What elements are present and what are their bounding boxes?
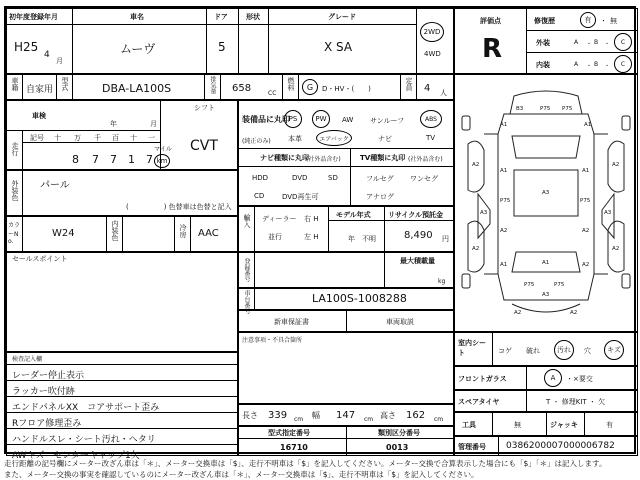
- model-name: ムーヴ: [120, 42, 156, 56]
- equip-tv: TV: [426, 134, 436, 142]
- diagram-label: A2: [514, 310, 522, 316]
- inspection-line: エンドパネルXX コアサポート歪み: [12, 403, 160, 413]
- diagram-label: P75: [580, 198, 591, 204]
- odometer-digit: 7: [146, 153, 153, 166]
- equipment-subtitle: (純正のみ): [242, 138, 271, 145]
- height-value: 162: [406, 410, 426, 421]
- digit-header-0: 記号: [30, 134, 44, 142]
- digit-header-4: 百: [112, 134, 119, 142]
- exterior-color-note: ( ) 色替車は色替と記入: [126, 203, 232, 211]
- equipment-title: 装備品に丸印: [242, 115, 290, 124]
- nav-type-sub: (社外品含む): [306, 156, 341, 163]
- diagram-label: A3: [480, 210, 488, 216]
- car-check-year: 年: [110, 120, 117, 128]
- diagram-label: A1: [500, 122, 508, 128]
- model-year-label: モデル年式: [336, 211, 371, 219]
- ac-value: AAC: [198, 228, 219, 239]
- shift-label: シフト: [194, 104, 215, 112]
- new-warranty: 新車保証書: [274, 318, 309, 326]
- inspection-line: Rフロア修理歪み: [12, 419, 82, 429]
- footer-note-1: 走行距離の記号欄にメーター改ざん車は「＊」、メーター交換車は「$」、走行不明車は「$」を記入してください。メーター交換で合算表示した場合にも「$」「＊」は記入します。: [4, 459, 607, 468]
- model-year-value: 年 不明: [348, 235, 376, 243]
- diagram-label: A2: [612, 246, 620, 252]
- diagram-label: A2: [582, 262, 590, 268]
- displacement-value: 658: [232, 83, 252, 94]
- displacement-label: 排気量: [209, 76, 216, 94]
- chassis-label: 車台番号: [243, 290, 250, 314]
- spare-tire-label: スペアタイヤ: [458, 398, 500, 406]
- width-unit: cm: [364, 416, 374, 423]
- diagram-label: P75: [562, 106, 573, 112]
- import-lhd: 左 H: [304, 233, 319, 241]
- diagram-label: P75: [554, 282, 565, 288]
- interior-grade-b: B: [594, 61, 599, 68]
- inspection-line: ラッカー吹付跡: [12, 387, 75, 397]
- tv-fullseg: フルセグ: [366, 175, 394, 183]
- equip-airbag-circled: エアバック: [316, 130, 352, 146]
- tv-type-title: TV種類に丸印: [360, 154, 406, 162]
- jack-label: ジャッキ: [550, 421, 578, 429]
- exterior-grade-a: A: [574, 39, 579, 46]
- seat-item-stain-circled: 汚れ: [554, 340, 574, 360]
- height-label: 高さ: [380, 411, 396, 420]
- exterior-color-value: パール: [40, 180, 70, 191]
- fuel-gasoline-circled: G: [302, 79, 318, 95]
- tv-oneseg: ワンセグ: [410, 175, 438, 183]
- equip-abs-circled: ABS: [420, 110, 442, 128]
- seat-label: 室内シート: [458, 339, 486, 357]
- max-load-unit: kg: [438, 278, 446, 285]
- equip-sunroof: サンルーフ: [370, 117, 405, 125]
- recycle-unit: 円: [442, 235, 449, 243]
- row-registration: [6, 74, 454, 100]
- equip-navi: ナビ: [378, 135, 392, 143]
- length-value: 339: [268, 410, 288, 421]
- nav-dvd-play: DVD再生可: [282, 193, 319, 201]
- inspection-label: 検査記入欄: [12, 356, 43, 363]
- use-label: 車籍: [11, 77, 19, 91]
- glass-label: フロントガラス: [458, 375, 507, 383]
- diagram-label: A1: [542, 260, 550, 266]
- import-parallel: 並行: [268, 233, 282, 241]
- exterior-color-label: 外装色: [11, 180, 19, 201]
- diagram-label: A3: [542, 190, 550, 196]
- diagram-label: A1: [584, 122, 592, 128]
- type-value: DBA-LA100S: [102, 82, 172, 95]
- first-reg-month: 4: [44, 50, 50, 60]
- tools-value: 無: [514, 421, 521, 429]
- capacity-label: 定員: [405, 77, 413, 91]
- odometer-digit: 7: [92, 153, 99, 166]
- color-code-value: W24: [52, 228, 75, 239]
- spare-tire-options: T ・ 修理KIT ・ 欠: [546, 398, 606, 406]
- nav-type-title: ナビ種類に丸印: [260, 154, 309, 162]
- score-label: 評価点: [480, 17, 501, 25]
- glass-rest: ・×要交: [566, 375, 593, 383]
- digit-header-2: 万: [74, 134, 81, 142]
- length-unit: cm: [294, 416, 304, 423]
- drive-2wd-circled: 2WD: [420, 22, 444, 42]
- digit-header-1: 十: [54, 134, 61, 142]
- diagram-label: A2: [472, 162, 480, 168]
- interior-grade-c-circled: C: [614, 55, 632, 73]
- model-name-label: 車名: [130, 13, 144, 21]
- diagram-label: A1: [500, 168, 508, 174]
- inspection-line: レーダー停止表示: [12, 371, 85, 381]
- odometer-digit: 8: [72, 153, 79, 166]
- sales-point-label: セールスポイント: [12, 255, 68, 263]
- diagram-label: A2: [612, 162, 620, 168]
- fuel-label: 燃料: [287, 77, 295, 91]
- car-outline-diagram: [454, 74, 638, 332]
- import-rhd: 右 H: [304, 215, 319, 223]
- fuel-options: D・HV・( ): [322, 85, 371, 93]
- mile-unit: マイル: [154, 146, 172, 153]
- exterior-grade-c-circled: C: [614, 33, 632, 51]
- drive-4wd: 4WD: [424, 50, 441, 58]
- jack-value: 有: [606, 421, 613, 429]
- type-designation-label: 型式指定番号: [268, 429, 310, 437]
- grade: X SA: [324, 40, 353, 54]
- ac-label: 冷房: [179, 224, 187, 238]
- max-load-label: 最大積載量: [400, 257, 435, 265]
- inspection-line: ハンドルスレ・シート汚れ・ヘタリ: [12, 435, 156, 445]
- footer-note-2: また、メーター交換の事実を確認しているのにメーター改ざん車は「＊」、メーター交換車は「$」、走行不明車は「$」を記入してください。: [4, 470, 479, 479]
- shift-value: CVT: [190, 138, 218, 154]
- sales-point-block: [6, 252, 238, 352]
- repair-yes-circled: 有: [580, 12, 596, 28]
- chassis-value: LA100S-1008288: [312, 292, 407, 305]
- length-label: 長さ: [242, 411, 258, 420]
- repair-no: 無: [610, 17, 617, 25]
- digit-header-5: 十: [130, 134, 137, 142]
- diagram-label: A2: [582, 228, 590, 234]
- odometer-digit: 7: [110, 153, 117, 166]
- seat-item-hole: 穴: [584, 347, 591, 355]
- category-value: 0013: [386, 443, 409, 452]
- nav-hdd: HDD: [252, 174, 269, 182]
- recycle-label: リサイクル預託金: [388, 211, 444, 219]
- notes-label: 注意事項・不具合箇所: [242, 337, 303, 344]
- doors-label: ドア: [214, 13, 228, 21]
- nav-dvd: DVD: [292, 174, 308, 182]
- inspection-line: AWキズ センターキャップ1欠: [12, 451, 140, 461]
- equip-aw: AW: [342, 116, 354, 124]
- capacity-unit: 人: [440, 89, 447, 97]
- reg-no-label: 登録番号: [243, 258, 250, 282]
- month-unit: 月: [56, 57, 63, 65]
- header-row: [6, 8, 454, 74]
- first-reg-label: 初年度登録年月: [9, 13, 58, 21]
- score-value: R: [482, 34, 503, 64]
- tools-label: 工具: [462, 421, 476, 429]
- car-check-label: 車検: [32, 112, 46, 120]
- color-code-label: カラーNo.: [8, 222, 21, 245]
- diagram-label: A1: [582, 168, 590, 174]
- type-designation-value: 16710: [280, 443, 308, 452]
- grade-label: グレード: [328, 13, 356, 21]
- glass-grade-a-circled: A: [544, 369, 562, 387]
- diagram-label: B3: [516, 106, 524, 112]
- seat-item-burn: コゲ: [498, 347, 512, 355]
- km-circled: km: [154, 154, 170, 168]
- first-reg-year: H25: [14, 40, 39, 54]
- diagram-label: A2: [472, 246, 480, 252]
- tv-type-sub: (社外品含む): [408, 156, 443, 163]
- odometer-label: 走行: [11, 142, 19, 156]
- doors: 5: [218, 40, 226, 54]
- seat-item-tear: 破れ: [526, 347, 540, 355]
- recycle-amount: 8,490: [404, 230, 433, 241]
- interior-color-label: 内装色: [111, 220, 119, 241]
- odometer-digit: 1: [128, 153, 135, 166]
- vehicle-manual: 車両取説: [386, 318, 414, 326]
- import-label: 輸入: [243, 214, 251, 228]
- type-label: 型式: [61, 77, 69, 91]
- diagram-label: P75: [524, 282, 535, 288]
- import-dealer: ディーラー: [262, 215, 297, 223]
- interior-grade-a: A: [574, 61, 579, 68]
- equip-leather: 本革: [288, 135, 302, 143]
- tv-analog: アナログ: [366, 193, 394, 201]
- management-label: 管理番号: [458, 443, 486, 451]
- equip-pw-circled: PW: [312, 110, 330, 128]
- use-value: 自家用: [26, 85, 54, 95]
- width-value: 147: [336, 410, 356, 421]
- digit-header-3: 千: [94, 134, 101, 142]
- digit-header-6: 一: [148, 134, 155, 142]
- auction-sheet: 初年度登録年月 H25 4 月 車名 ムーヴ ドア 5 形状 グレード X SA 2WD 4WD 車籍 自家用 型式 DBA-LA100S 排気量 658 CC 燃料 G D・HV・( ) 定員 4 人 車検 年 月 シフト CVT 走行 記号 十 万 千 百 十 一 8 7 7 1 7 マイル km 装備品に丸印 (純正のみ) PS PW AW サンルーフ ABS 本革 エアバック ナビ TV ナビ種類に丸印 (社外品含む) HDD DVD SD CD DVD再生可 TV種類に丸印 (社外品含む) フルセグ ワンセグ アナログ 外装色 パール ( ) 色替車は色替と記入 カラーNo. W24 内装色 冷房 AAC 輸入 ディーラー 右 H 並行 左 H モデル年式 年 不明 リサイクル預託金 8,490 円 セールスポイント 登録番号 最大積載量 kg 車台番号 LA100S-1008288 新車保証書 車両取説 注意事項・不具合箇所 検査記入欄 レーダー停止表示 ラッカー吹付跡 エンドパネルXX コアサポート歪み Rフロア修理歪み ハンドルスレ・シート汚れ・ヘタリ AWキズ センターキャップ1欠 長さ 339 cm 幅 147 cm 高さ 162 cm 型式指定番号 16710 類別区分番号 0013 評価点 R 修復歴 有 ・ 無 外装 A ・ B ・ C 内装 A ・ B ・ C B3 P75 P75 A1 A1 A2 A2 A3 A3 A1 A1 P75 P75 A2 A2 A3 A2 A2 A1 A2 A1 P75 P75 A3 A2 A2 室内シート コゲ 破れ 汚れ 穴 キズ フロントガラス A ・×要交 スペアタイヤ T ・ 修理KIT ・ 欠 工具 無 ジャッキ 有 管理番号 0386200007000006782: [4, 6, 636, 454]
- shape-label: 形状: [246, 13, 260, 21]
- repair-history-label: 修復歴: [534, 17, 555, 25]
- management-number: 0386200007000006782: [506, 441, 615, 451]
- interior-grade-label: 内装: [536, 61, 550, 69]
- diagram-label: A1: [500, 262, 508, 268]
- diagram-label: A3: [542, 292, 550, 298]
- diagram-label: P75: [500, 198, 511, 204]
- equip-ps-circled: PS: [284, 110, 302, 128]
- diagram-label: A2: [570, 310, 578, 316]
- car-check-month: 月: [150, 120, 157, 128]
- width-label: 幅: [312, 411, 320, 420]
- category-label: 類別区分番号: [378, 429, 420, 437]
- exterior-grade-b: B: [594, 39, 599, 46]
- diagram-label: A2: [500, 228, 508, 234]
- cc-unit: CC: [268, 90, 277, 97]
- nav-sd: SD: [328, 174, 338, 182]
- seat-item-scratch-circled: キズ: [604, 340, 624, 360]
- height-unit: cm: [434, 416, 444, 423]
- diagram-label: P75: [540, 106, 551, 112]
- diagram-label: A3: [604, 210, 612, 216]
- nav-cd: CD: [254, 192, 265, 200]
- capacity-value: 4: [424, 83, 431, 94]
- exterior-grade-label: 外装: [536, 39, 550, 47]
